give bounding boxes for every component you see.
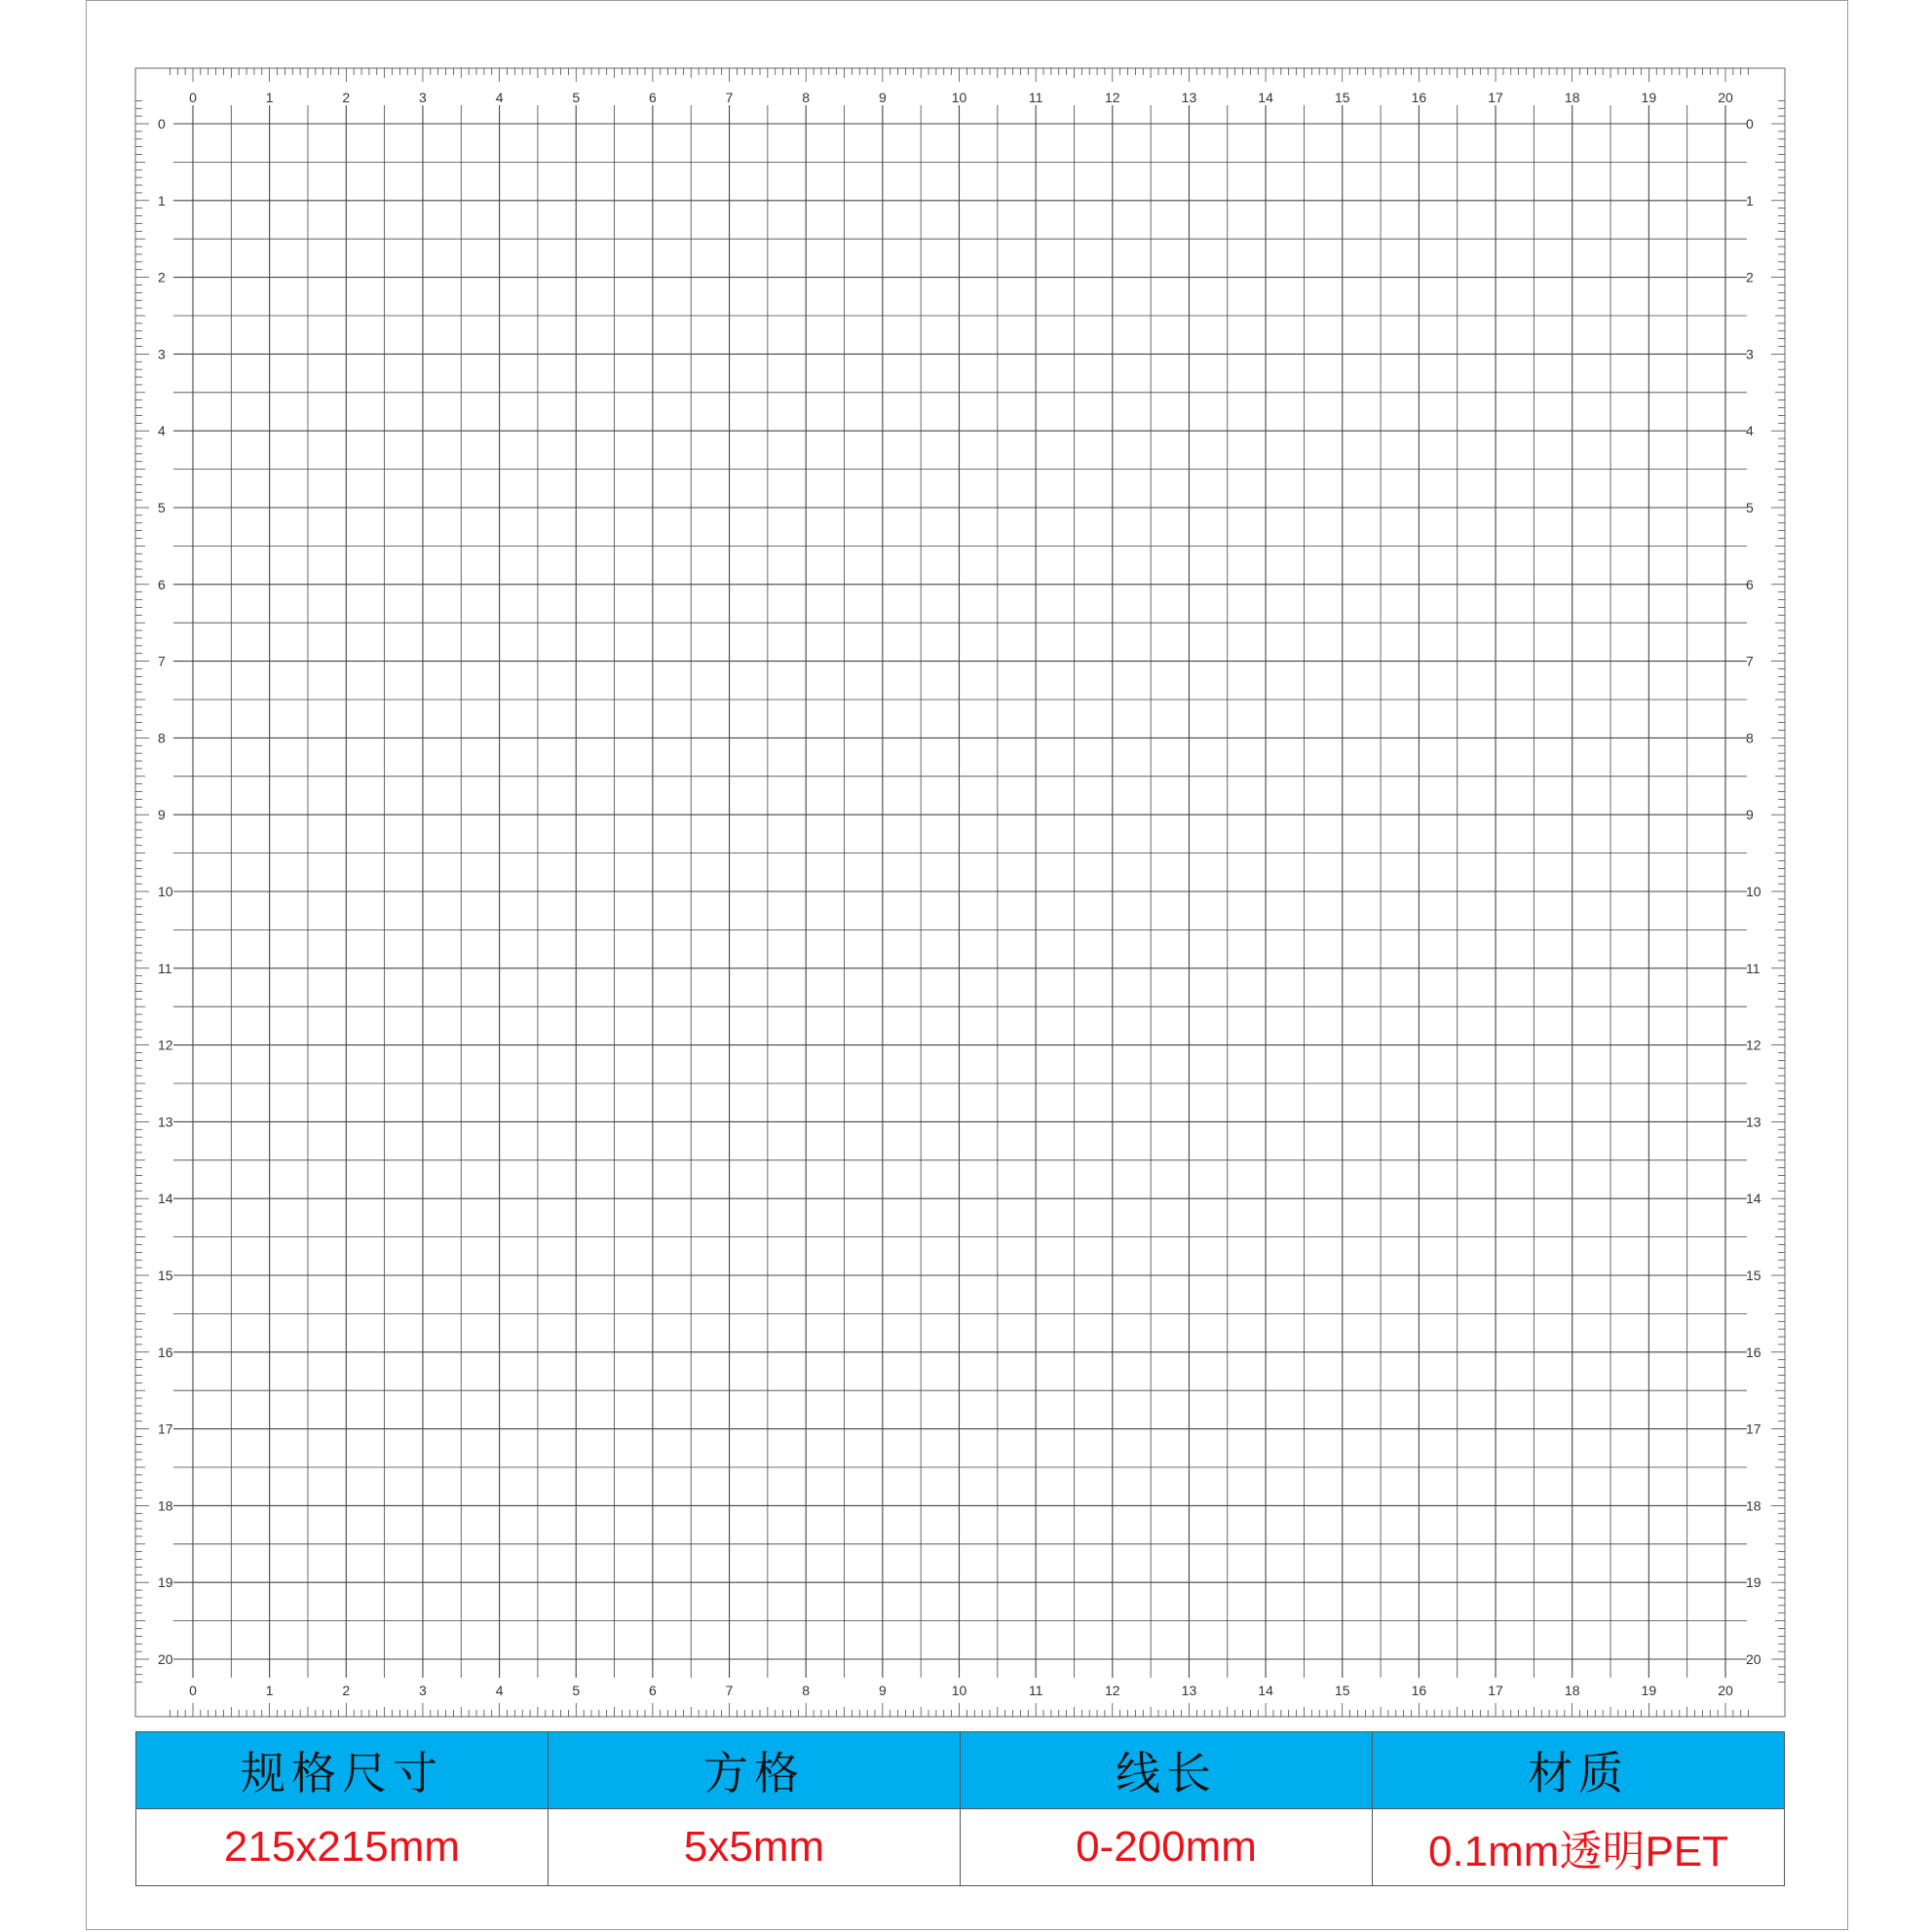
ruler-label-left: 0: [158, 116, 166, 132]
ruler-label-bottom: 15: [1334, 1683, 1350, 1698]
ruler-label-right: 7: [1746, 653, 1754, 669]
ruler-label-top: 20: [1718, 90, 1733, 105]
ruler-label-top: 18: [1564, 90, 1580, 105]
ruler-label-top: 10: [951, 90, 967, 105]
ruler-label-left: 9: [158, 807, 166, 823]
ruler-label-bottom: 7: [725, 1683, 734, 1698]
ruler-label-top: 19: [1641, 90, 1657, 105]
ruler-label-left: 18: [158, 1497, 173, 1514]
ruler-label-top: 8: [802, 90, 811, 105]
ruler-label-bottom: 17: [1488, 1683, 1503, 1698]
spec-value-grid: 5x5mm: [549, 1809, 961, 1886]
ruler-label-right: 18: [1746, 1497, 1762, 1514]
ruler-label-bottom: 16: [1411, 1683, 1427, 1698]
ruler-label-left: 2: [158, 269, 166, 285]
ruler-label-left: 17: [158, 1421, 173, 1437]
ruler-label-right: 20: [1746, 1651, 1762, 1667]
ruler-label-bottom: 19: [1641, 1683, 1657, 1698]
spec-header-material: 材质: [1373, 1732, 1785, 1809]
ruler-label-top: 6: [649, 90, 657, 105]
ruler-label-top: 7: [725, 90, 734, 105]
ruler-label-bottom: 8: [802, 1683, 811, 1698]
ruler-label-top: 2: [342, 90, 351, 105]
ruler-label-right: 15: [1746, 1268, 1762, 1283]
ruler-label-bottom: 14: [1258, 1683, 1273, 1698]
ruler-label-right: 10: [1746, 884, 1762, 899]
spec-header-line-length: 线长: [961, 1732, 1373, 1809]
ruler-label-left: 10: [158, 884, 173, 899]
spec-value-material: 0.1mm透明PET: [1373, 1809, 1785, 1886]
ruler-label-right: 6: [1746, 576, 1754, 592]
ruler-label-bottom: 10: [951, 1683, 967, 1698]
ruler-label-bottom: 2: [342, 1683, 351, 1698]
ruler-label-bottom: 13: [1181, 1683, 1197, 1698]
ruler-label-right: 14: [1746, 1191, 1762, 1207]
ruler-label-right: 12: [1746, 1037, 1762, 1053]
ruler-label-right: 16: [1746, 1344, 1762, 1360]
ruler-label-left: 16: [158, 1344, 173, 1360]
spec-value-size: 215x215mm: [136, 1809, 549, 1886]
spec-header-grid: 方格: [549, 1732, 961, 1809]
ruler-label-right: 0: [1746, 116, 1754, 132]
spec-value-line-length: 0-200mm: [961, 1809, 1373, 1886]
ruler-label-left: 5: [158, 500, 166, 515]
ruler-label-left: 20: [158, 1651, 173, 1667]
ruler-label-top: 1: [265, 90, 274, 105]
ruler-label-left: 1: [158, 192, 166, 208]
ruler-label-top: 11: [1028, 90, 1043, 105]
ruler-label-bottom: 0: [189, 1683, 197, 1698]
spec-header-size: 规格尺寸: [136, 1732, 549, 1809]
ruler-label-left: 4: [158, 423, 166, 439]
ruler-label-right: 4: [1746, 423, 1754, 439]
ruler-label-right: 13: [1746, 1114, 1762, 1130]
ruler-label-left: 15: [158, 1268, 173, 1283]
ruler-label-right: 9: [1746, 807, 1754, 823]
spec-value-row: [136, 1809, 1785, 1886]
ruler-label-right: 5: [1746, 500, 1754, 515]
ruler-label-top: 9: [878, 90, 887, 105]
ruler-label-top: 0: [189, 90, 197, 105]
ruler-label-right: 11: [1746, 960, 1761, 976]
ruler-label-bottom: 1: [265, 1683, 274, 1698]
ruler-label-bottom: 20: [1718, 1683, 1733, 1698]
ruler-label-bottom: 9: [878, 1683, 887, 1698]
ruler-label-left: 3: [158, 346, 166, 362]
ruler-label-bottom: 18: [1564, 1683, 1580, 1698]
spec-table: [135, 1731, 1785, 1886]
ruler-label-right: 19: [1746, 1574, 1762, 1591]
ruler-label-bottom: 3: [419, 1683, 427, 1698]
ruler-label-top: 3: [419, 90, 427, 105]
ruler-label-right: 8: [1746, 730, 1754, 746]
ruler-label-right: 2: [1746, 269, 1754, 285]
ruler-label-bottom: 12: [1105, 1683, 1120, 1698]
ruler-label-top: 4: [495, 90, 504, 105]
ruler-label-top: 12: [1105, 90, 1120, 105]
ruler-label-right: 1: [1746, 192, 1754, 208]
ruler-label-right: 3: [1746, 346, 1754, 362]
ruler-label-left: 12: [158, 1037, 173, 1053]
ruler-label-left: 11: [158, 960, 172, 976]
ruler-label-bottom: 5: [572, 1683, 581, 1698]
ruler-label-bottom: 6: [649, 1683, 657, 1698]
ruler-label-left: 7: [158, 653, 166, 669]
ruler-label-left: 14: [158, 1191, 173, 1207]
ruler-label-left: 19: [158, 1574, 173, 1591]
ruler-label-right: 17: [1746, 1421, 1762, 1437]
ruler-label-left: 8: [158, 730, 166, 746]
ruler-label-left: 13: [158, 1114, 173, 1130]
spec-header-row: [136, 1732, 1785, 1809]
ruler-label-left: 6: [158, 576, 166, 592]
ruler-label-top: 16: [1411, 90, 1427, 105]
ruler-label-top: 5: [572, 90, 581, 105]
ruler-label-top: 17: [1488, 90, 1503, 105]
ruler-label-top: 15: [1334, 90, 1350, 105]
ruler-label-top: 13: [1181, 90, 1197, 105]
ruler-label-top: 14: [1258, 90, 1273, 105]
ruler-label-bottom: 11: [1028, 1683, 1043, 1698]
ruler-label-bottom: 4: [495, 1683, 504, 1698]
